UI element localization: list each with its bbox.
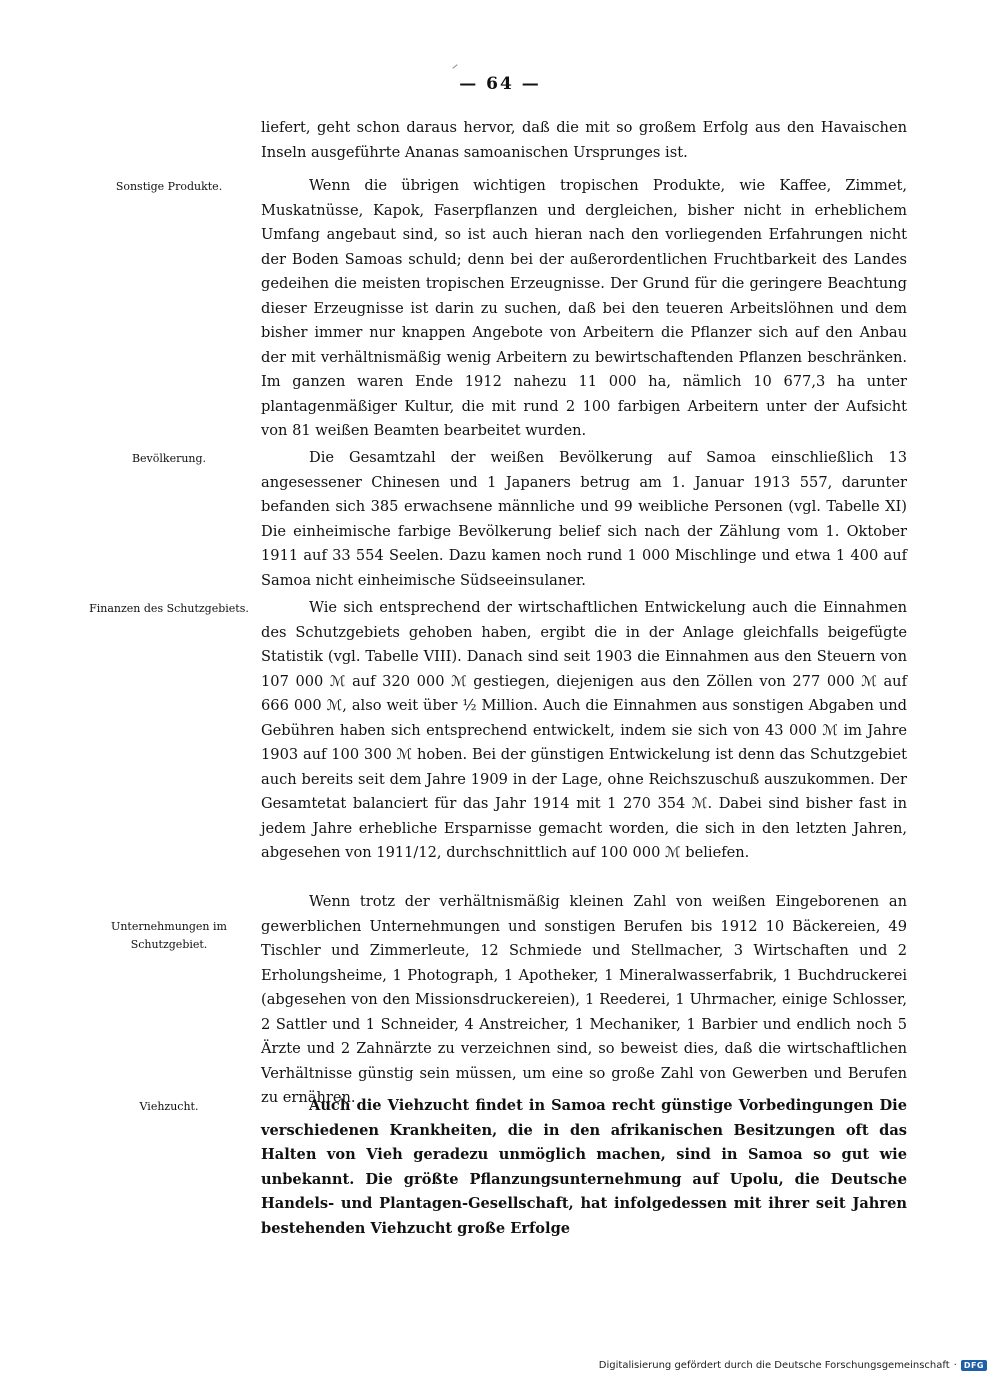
paragraph-unternehmungen: Wenn trotz der verhältnismäßig kleinen Zahl von weißen Eingeborenen an gewerblichen Unternehmungen und sonstigen Berufen bis 1912 10 Bäckereien, 49 Tischler und Zimmerleute, 12 Schmiede und Stellmacher, 3 Wirtschaften und 2 Erholungsheime, 1 Photograph, 1 Apotheker, 1 Mineralwasserfabrik, 1 Buchdruckerei (abgesehen von den Missionsdruckereien), 1 Reederei, 1 Uhrmacher, einige Schlosser, 2 Sattler und 1 Schneider, 4 Anstreicher, 1 Mechaniker, 1 Barbier und endlich noch 5 Ärzte und 2 Zahnärzte zu verzeichnen sind, so beweist dies, daß die wirtschaftlichen Verhältnisse günstig sein müssen, um eine so große Zahl von Gewerben und Berufen zu ernähren. (261, 893, 907, 1106)
stray-pencil-mark (452, 64, 457, 69)
paragraph-ananas: liefert, geht schon daraus hervor, daß die mit so großem Erfolg aus den Havaischen Inseln ausgeführte Ananas samoanischen Ursprunges ist. (261, 119, 907, 161)
margin-note-viehzucht: Viehzucht. (139, 1100, 199, 1113)
page-number: — 64 — (459, 74, 541, 94)
paragraph-bevoelkerung: Die Gesamtzahl der weißen Bevölkerung auf Samoa einschließlich 13 angesessener Chinesen und 1 Japaners betrug am 1. Januar 1913 557, darunter befanden sich 385 erwachsene männliche und 99 weibliche Personen (vgl. Tabelle XI) Die einheimische farbige Bevölkerung belief sich nach der Zählung vom 1. Oktober 1911 auf 33 554 Seelen. Dazu kamen noch rund 1 000 Mischlinge und etwa 1 400 auf Samoa nicht einheimische Südseeinsulaner. (261, 449, 907, 589)
margin-note-unternehmungen: Unternehmungen im Schutzgebiet. (111, 920, 227, 951)
paragraph-sonstige-produkte: Wenn die übrigen wichtigen tropischen Produkte, wie Kaffee, Zimmet, Muskatnüsse, Kapok, Faserpflanzen und dergleichen, bisher nicht in erheblichem Umfang angebaut sind, so ist auch hieran nach den vorliegenden Erfahrungen nicht der Boden Samoas schuld; denn bei der außerordentlichen Fruchtbarkeit des Landes gedeihen die meisten tropischen Erzeugnisse. Der Grund für die geringere Beachtung dieser Erzeugnisse ist darin zu suchen, daß bei den teueren Arbeitslöhnen und dem bisher immer nur knappen Angebote von Arbeitern die Pflanzer sich auf den Anbau der mit verhältnismäßig wenig Arbeitern zu bewirtschaftenden Pflanzen beschränken. Im ganzen waren Ende 1912 nahezu 11 000 ha, nämlich 10 677,3 ha unter plantagenmäßiger Kultur, die mit rund 2 100 farbigen Arbeitern unter der Aufsicht von 81 weißen Beamten bearbeitet wurden. (261, 177, 907, 439)
margin-note-bevoelkerung: Bevölkerung. (131, 452, 207, 465)
margin-note-sonstige-produkte: Sonstige Produkte. (115, 180, 223, 193)
margin-note-finanzen: Finanzen des Schutzgebiets. (89, 602, 249, 615)
paragraph-finanzen: Wie sich entsprechend der wirtschaftlichen Entwickelung auch die Einnahmen des Schutzgebiets gehoben haben, ergibt die in der Anlage gleichfalls beigefügte Statistik (vgl. Tabelle VIII). Danach sind seit 1903 die Einnahmen aus den Steuern von 107 000 ℳ auf 320 000 ℳ gestiegen, diejenigen aus den Zöllen von 277 000 ℳ auf 666 000 ℳ, also weit über ½ Million. Auch die Einnahmen aus sonstigen Abgaben und Gebühren haben sich entsprechend entwickelt, indem sie sich von 43 000 ℳ im Jahre 1903 auf 100 300 ℳ hoben. Bei der günstigen Entwickelung ist denn das Schutzgebiet auch bereits seit dem Jahre 1909 in der Lage, ohne Reichszuschuß auszukommen. Der Gesamtetat balanciert für das Jahr 1914 mit 1 270 354 ℳ. Dabei sind bisher fast in jedem Jahre erhebliche Ersparnisse gemacht worden, die sich in den letzten Jahren, abgesehen von 1911/12, durchschnittlich auf 100 000 ℳ beliefen. (261, 599, 907, 861)
footer-credit-text: Digitalisierung gefördert durch die Deutsche Forschungsgemeinschaft (598, 1360, 950, 1371)
paragraph-viehzucht: Auch die Viehzucht findet in Samoa recht günstige Vorbedingungen Die verschiedenen Krankheiten, die in den afrikanischen Besitzungen oft das Halten von Vieh geradezu unmöglich machen, sind in Samoa so gut wie unbekannt. Die größte Pflanzungsunternehmung auf Upolu, die Deutsche Handels- und Plantagen-Gesellschaft, hat infolgedessen mit ihrer seit Jahren bestehenden Viehzucht große Erfolge (261, 1097, 907, 1237)
footer-credit: Digitalisierung gefördert durch die Deutsche Forschungsgemeinschaft · DFG (599, 1360, 987, 1371)
dfg-logo-icon: DFG (961, 1360, 987, 1371)
